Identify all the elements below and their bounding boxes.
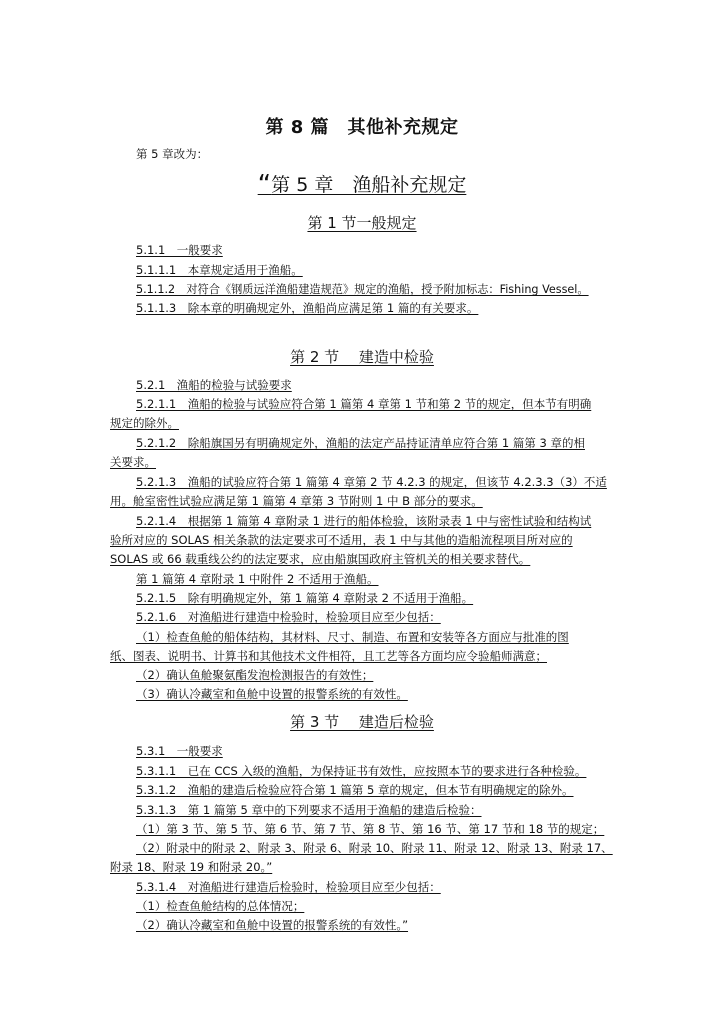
open-quote: “ (257, 170, 272, 200)
text-line: （3）确认冷藏室和鱼舱中设置的报警系统的有效性。 (136, 687, 408, 701)
part-title: 第 8 篇 其他补充规定 (265, 117, 459, 138)
text-line: 5.2.1.5 除有明确规定外，第 1 篇第 4 章附录 2 不适用于渔船。 (136, 591, 474, 605)
text-line: 5.3.1.1 已在 CCS 入级的渔船，为保持证书有效性，应按照本节的要求进行各种检验。 (136, 764, 587, 778)
text-line: 5.2.1.6 对渔船进行建造中检验时，检验项目应至少包括： (136, 610, 441, 624)
text-line: 5.3.1 一般要求 (136, 744, 223, 758)
text-line: （1）检查鱼舱结构的总体情况； (136, 899, 305, 913)
text-line: （1）检查鱼舱的船体结构，其材料、尺寸、制造、布置和安装等各方面应与批准的图 (136, 630, 569, 644)
text-line: 用。舱室密性试验应满足第 1 篇第 4 章第 3 节附则 1 中 B 部分的要求。 (110, 494, 483, 508)
text-line: 5.2.1.1 渔船的检验与试验应符合第 1 篇第 4 章第 1 节和第 2 节的规定，但本节有明确 (136, 397, 592, 411)
text-line: 5.1.1 一般要求 (136, 243, 223, 257)
text-line: 规定的除外。 (110, 416, 179, 430)
text-line: 关要求。 (110, 455, 156, 469)
text-line: 5.2.1.2 除船旗国另有明确规定外，渔船的法定产品持证清单应符合第 1 篇第 3 章的相 (136, 436, 585, 450)
text-line: 附录 18、附录 19 和附录 20。” (110, 860, 273, 874)
text-line: 5.3.1.3 第 1 篇第 5 章中的下列要求不适用于渔船的建造后检验： (136, 803, 482, 817)
chapter-title-text: 第 5 章 渔船补充规定 (271, 174, 467, 196)
text-line: SOLAS 或 66 载重线公约的法定要求，应由船旗国政府主管机关的相关要求替代。 (110, 552, 531, 566)
text-line: 第 1 篇第 4 章附录 1 中附件 2 不适用于渔船。 (136, 572, 379, 586)
text-line: （2）确认冷藏室和鱼舱中设置的报警系统的有效性。” (136, 918, 409, 932)
text-line: 5.2.1.4 根据第 1 篇第 4 章附录 1 进行的船体检验，该附录表 1 中与密性试验和结构试 (136, 514, 592, 528)
text-line: 5.1.1.2 对符合《钢质远洋渔船建造规范》规定的渔船，授予附加标志：Fishing Vessel。 (136, 283, 589, 296)
text-line: 5.2.1 渔船的检验与试验要求 (136, 378, 292, 392)
chapter-intro: 第 5 章改为： (136, 147, 209, 161)
text-line: 5.2.1.3 渔船的试验应符合第 1 篇第 4 章第 2 节 4.2.3 的规定，但该节 4.2.3.3（3）不适 (136, 475, 607, 489)
text-line: 5.1.1.3 除本章的明确规定外，渔船尚应满足第 1 篇的有关要求。 (136, 301, 479, 315)
section-1-heading: 第 1 节一般规定 (307, 214, 417, 232)
text-line: （2）附录中的附录 2、附录 3、附录 6、附录 10、附录 11、附录 12、附录 13、附录 17、 (136, 841, 613, 855)
text-line: 5.3.1.2 渔船的建造后检验应符合第 1 篇第 5 章的规定，但本节有明确规定的除外。 (136, 783, 574, 797)
section-3-heading: 第 3 节 建造后检验 (290, 713, 434, 731)
text-line: 验所对应的 SOLAS 相关条款的法定要求可不适用，表 1 中与其他的造船流程项目所对应的 (110, 533, 573, 547)
text-line: 5.3.1.4 对渔船进行建造后检验时，检验项目应至少包括： (136, 880, 441, 894)
text-line: 5.1.1.1 本章规定适用于渔船。 (136, 263, 303, 277)
text-line: 纸、图表、说明书、计算书和其他技术文件相符，且工艺等各方面均应令验船师满意； (110, 649, 547, 663)
chapter-title (0, 170, 724, 200)
text-line: （2）确认鱼舱聚氨酯发泡检测报告的有效性； (136, 668, 374, 682)
section-2-heading: 第 2 节 建造中检验 (290, 348, 434, 366)
text-line: （1）第 3 节、第 5 节、第 6 节、第 7 节、第 8 节、第 16 节、第 17 节和 18 节的规定； (136, 822, 605, 836)
